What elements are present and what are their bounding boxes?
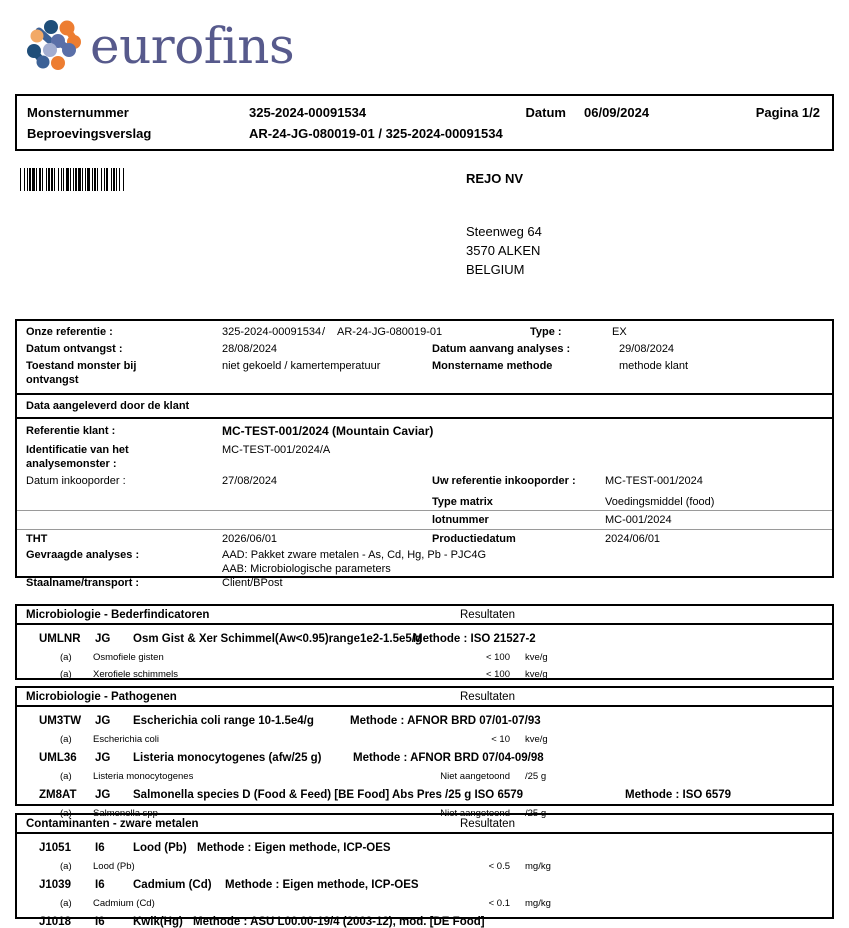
result-section-title: Microbiologie - Bederfindicatoren xyxy=(26,609,210,621)
analysis-code: UML36 xyxy=(39,752,77,764)
type-value: EX xyxy=(612,326,627,338)
result-name: Xerofiele schimmels xyxy=(93,669,178,680)
beproevingsverslag-label: Beproevingsverslag xyxy=(27,126,152,141)
datum-ontvangst-label: Datum ontvangst : xyxy=(26,343,123,355)
header-row-verslag xyxy=(27,123,822,144)
result-unit: /25 g xyxy=(525,808,547,819)
result-flag: (a) xyxy=(60,898,72,909)
monsternummer-value: 325-2024-00091534 xyxy=(249,105,367,120)
gevraagde-analyses-label: Gevraagde analyses : xyxy=(26,549,140,561)
analysis-name: Salmonella species D (Food & Feed) [BE Food] Abs Pres /25 g ISO 6579 xyxy=(133,789,524,801)
analysis-name: Cadmium (Cd) xyxy=(133,879,212,891)
beproevingsverslag-value: AR-24-JG-080019-01 / 325-2024-00091534 xyxy=(249,126,503,141)
result-name: Listeria monocytogenes xyxy=(93,771,194,782)
onze-referentie-label: Onze referentie : xyxy=(26,326,113,338)
result-value: < 10 xyxy=(491,734,510,745)
eurofins-logo xyxy=(22,8,322,80)
analysis-lab-code: JG xyxy=(95,789,111,801)
result-value: < 100 xyxy=(485,669,510,680)
result-section xyxy=(15,813,834,928)
identificatie-value: MC-TEST-001/2024/A xyxy=(222,444,331,456)
result-unit: kve/g xyxy=(525,734,548,745)
result-section-header xyxy=(17,815,832,834)
result-name: Salmonella spp xyxy=(93,808,158,819)
result-flag: (a) xyxy=(60,808,72,819)
gevraagde-analyses-line-1: AAD: Pakket zware metalen - As, Cd, Hg, Pb - PJC4G xyxy=(222,549,487,561)
page-indicator: Pagina 1/2 xyxy=(755,105,820,120)
client-data-divider-1 xyxy=(17,510,832,511)
analysis-name: Osm Gist & Xer Schimmel(Aw<0.95)range1e2-1.5e5/g xyxy=(133,633,423,645)
result-name: Osmofiele gisten xyxy=(93,652,164,663)
datum-ontvangst-value: 28/08/2024 xyxy=(222,343,278,355)
results-column-header: Resultaten xyxy=(460,609,515,621)
monstername-methode-label: Monstername methode xyxy=(432,360,553,372)
identificatie-label-line2: analysemonster : xyxy=(26,458,117,470)
result-value: < 0.1 xyxy=(488,898,510,909)
analysis-method: Methode : ISO 6579 xyxy=(625,789,732,801)
client-data-section-title: Data aangeleverd door de klant xyxy=(17,393,832,417)
datum-value: 06/09/2024 xyxy=(584,105,650,120)
sample-barcode xyxy=(20,168,139,191)
result-section xyxy=(15,604,834,680)
result-flag: (a) xyxy=(60,771,72,782)
analysis-method: Methode : ASU L00.00-19/4 (2003-12), mod. [DE Food] xyxy=(193,916,485,928)
datum-aanvang-value: 29/08/2024 xyxy=(619,343,675,355)
productiedatum-label: Productiedatum xyxy=(432,533,516,545)
result-unit: mg/kg xyxy=(525,898,551,909)
result-name: Escherichia coli xyxy=(93,734,159,745)
analysis-name: Lood (Pb) xyxy=(133,842,187,854)
analysis-lab-code: JG xyxy=(95,633,111,645)
recipient-country: BELGIUM xyxy=(466,262,525,277)
result-section-title: Contaminanten - zware metalen xyxy=(26,818,199,830)
analysis-method: Methode : Eigen methode, ICP-OES xyxy=(197,842,391,854)
recipient-address xyxy=(466,222,542,279)
staalname-transport-value: Client/BPost xyxy=(222,577,283,589)
result-name: Lood (Pb) xyxy=(93,861,135,872)
uw-referentie-inkooporder-label: Uw referentie inkooporder : xyxy=(432,475,576,487)
analysis-lab-code: I6 xyxy=(95,879,105,891)
tht-value: 2026/06/01 xyxy=(222,533,278,545)
analysis-method: Methode : AFNOR BRD 07/01-07/93 xyxy=(350,715,541,727)
result-flag: (a) xyxy=(60,669,72,680)
lotnummer-label: lotnummer xyxy=(432,514,489,526)
result-name: Cadmium (Cd) xyxy=(93,898,155,909)
sample-info-top xyxy=(17,321,832,393)
tht-label: THT xyxy=(26,533,48,545)
result-flag: (a) xyxy=(60,734,72,745)
header-row-monsternummer xyxy=(27,102,822,123)
analysis-method: Methode : AFNOR BRD 07/04-09/98 xyxy=(353,752,544,764)
recipient-name: REJO NV xyxy=(466,171,524,186)
result-flag: (a) xyxy=(60,652,72,663)
datum-inkooporder-value: 27/08/2024 xyxy=(222,475,278,487)
result-section xyxy=(15,686,834,819)
analysis-lab-code: JG xyxy=(95,752,111,764)
type-matrix-label: Type matrix xyxy=(432,496,493,508)
datum-inkooporder-label: Datum inkooporder : xyxy=(26,475,126,487)
datum-aanvang-label: Datum aanvang analyses : xyxy=(432,343,571,355)
client-data-divider-2 xyxy=(17,529,832,530)
gevraagde-analyses-line-2: AAB: Microbiologische parameters xyxy=(222,563,391,575)
analysis-lab-code: JG xyxy=(95,715,111,727)
monsternummer-label: Monsternummer xyxy=(27,105,129,120)
eurofins-logo-mark-icon xyxy=(22,13,84,75)
client-data-body xyxy=(17,417,832,589)
recipient-street: Steenweg 64 xyxy=(466,224,542,239)
onze-referentie-value: 325-2024-00091534 xyxy=(222,326,322,338)
eurofins-wordmark: eurofins xyxy=(90,17,295,75)
report-header-box xyxy=(15,94,834,151)
sample-info-box xyxy=(15,319,834,589)
result-value: < 0.5 xyxy=(488,861,510,872)
result-value: Niet aangetoond xyxy=(440,808,510,819)
result-flag: (a) xyxy=(60,861,72,872)
type-label: Type : xyxy=(530,326,562,338)
result-unit: mg/kg xyxy=(525,861,551,872)
result-unit: kve/g xyxy=(525,669,548,680)
onze-referentie-separator: / xyxy=(322,326,326,338)
identificatie-label-line1: Identificatie van het xyxy=(26,444,129,456)
result-section-header xyxy=(17,606,832,625)
analysis-lab-code: I6 xyxy=(95,842,105,854)
analysis-code: J1018 xyxy=(39,916,71,928)
results-column-header: Resultaten xyxy=(460,691,515,703)
toestand-label-line1: Toestand monster bij xyxy=(26,360,137,372)
result-section-title: Microbiologie - Pathogenen xyxy=(26,691,177,703)
monstername-methode-value: methode klant xyxy=(619,360,689,372)
analysis-code: ZM8AT xyxy=(39,789,77,801)
result-value: < 100 xyxy=(485,652,510,663)
analysis-method: Methode : ISO 21527-2 xyxy=(413,633,536,645)
uw-referentie-inkooporder-value: MC-TEST-001/2024 xyxy=(605,475,703,487)
datum-label: Datum xyxy=(525,105,566,120)
analysis-name: Listeria monocytogenes (afw/25 g) xyxy=(133,752,322,764)
staalname-transport-label: Staalname/transport : xyxy=(26,577,140,589)
analysis-method: Methode : Eigen methode, ICP-OES xyxy=(225,879,419,891)
analysis-code: J1051 xyxy=(39,842,71,854)
toestand-label-line2: ontvangst xyxy=(26,374,79,386)
recipient-city: 3570 ALKEN xyxy=(466,243,541,258)
lotnummer-value: MC-001/2024 xyxy=(605,514,672,526)
referentie-klant-value: MC-TEST-001/2024 (Mountain Caviar) xyxy=(222,424,434,438)
toestand-value: niet gekoeld / kamertemperatuur xyxy=(222,360,381,372)
productiedatum-value: 2024/06/01 xyxy=(605,533,661,545)
referentie-klant-label: Referentie klant : xyxy=(26,425,116,437)
analysis-name: Escherichia coli range 10-1.5e4/g xyxy=(133,715,314,727)
analysis-code: UMLNR xyxy=(39,633,81,645)
result-section-header xyxy=(17,688,832,707)
result-unit: /25 g xyxy=(525,771,547,782)
analysis-code: UM3TW xyxy=(39,715,82,727)
results-column-header: Resultaten xyxy=(460,818,515,830)
result-unit: kve/g xyxy=(525,652,548,663)
result-value: Niet aangetoond xyxy=(440,771,510,782)
analysis-name: Kwik(Hg) xyxy=(133,916,183,928)
analysis-code: J1039 xyxy=(39,879,71,891)
type-matrix-value: Voedingsmiddel (food) xyxy=(605,496,715,508)
onze-referentie-value-2: AR-24-JG-080019-01 xyxy=(337,326,443,338)
analysis-lab-code: I6 xyxy=(95,916,105,928)
